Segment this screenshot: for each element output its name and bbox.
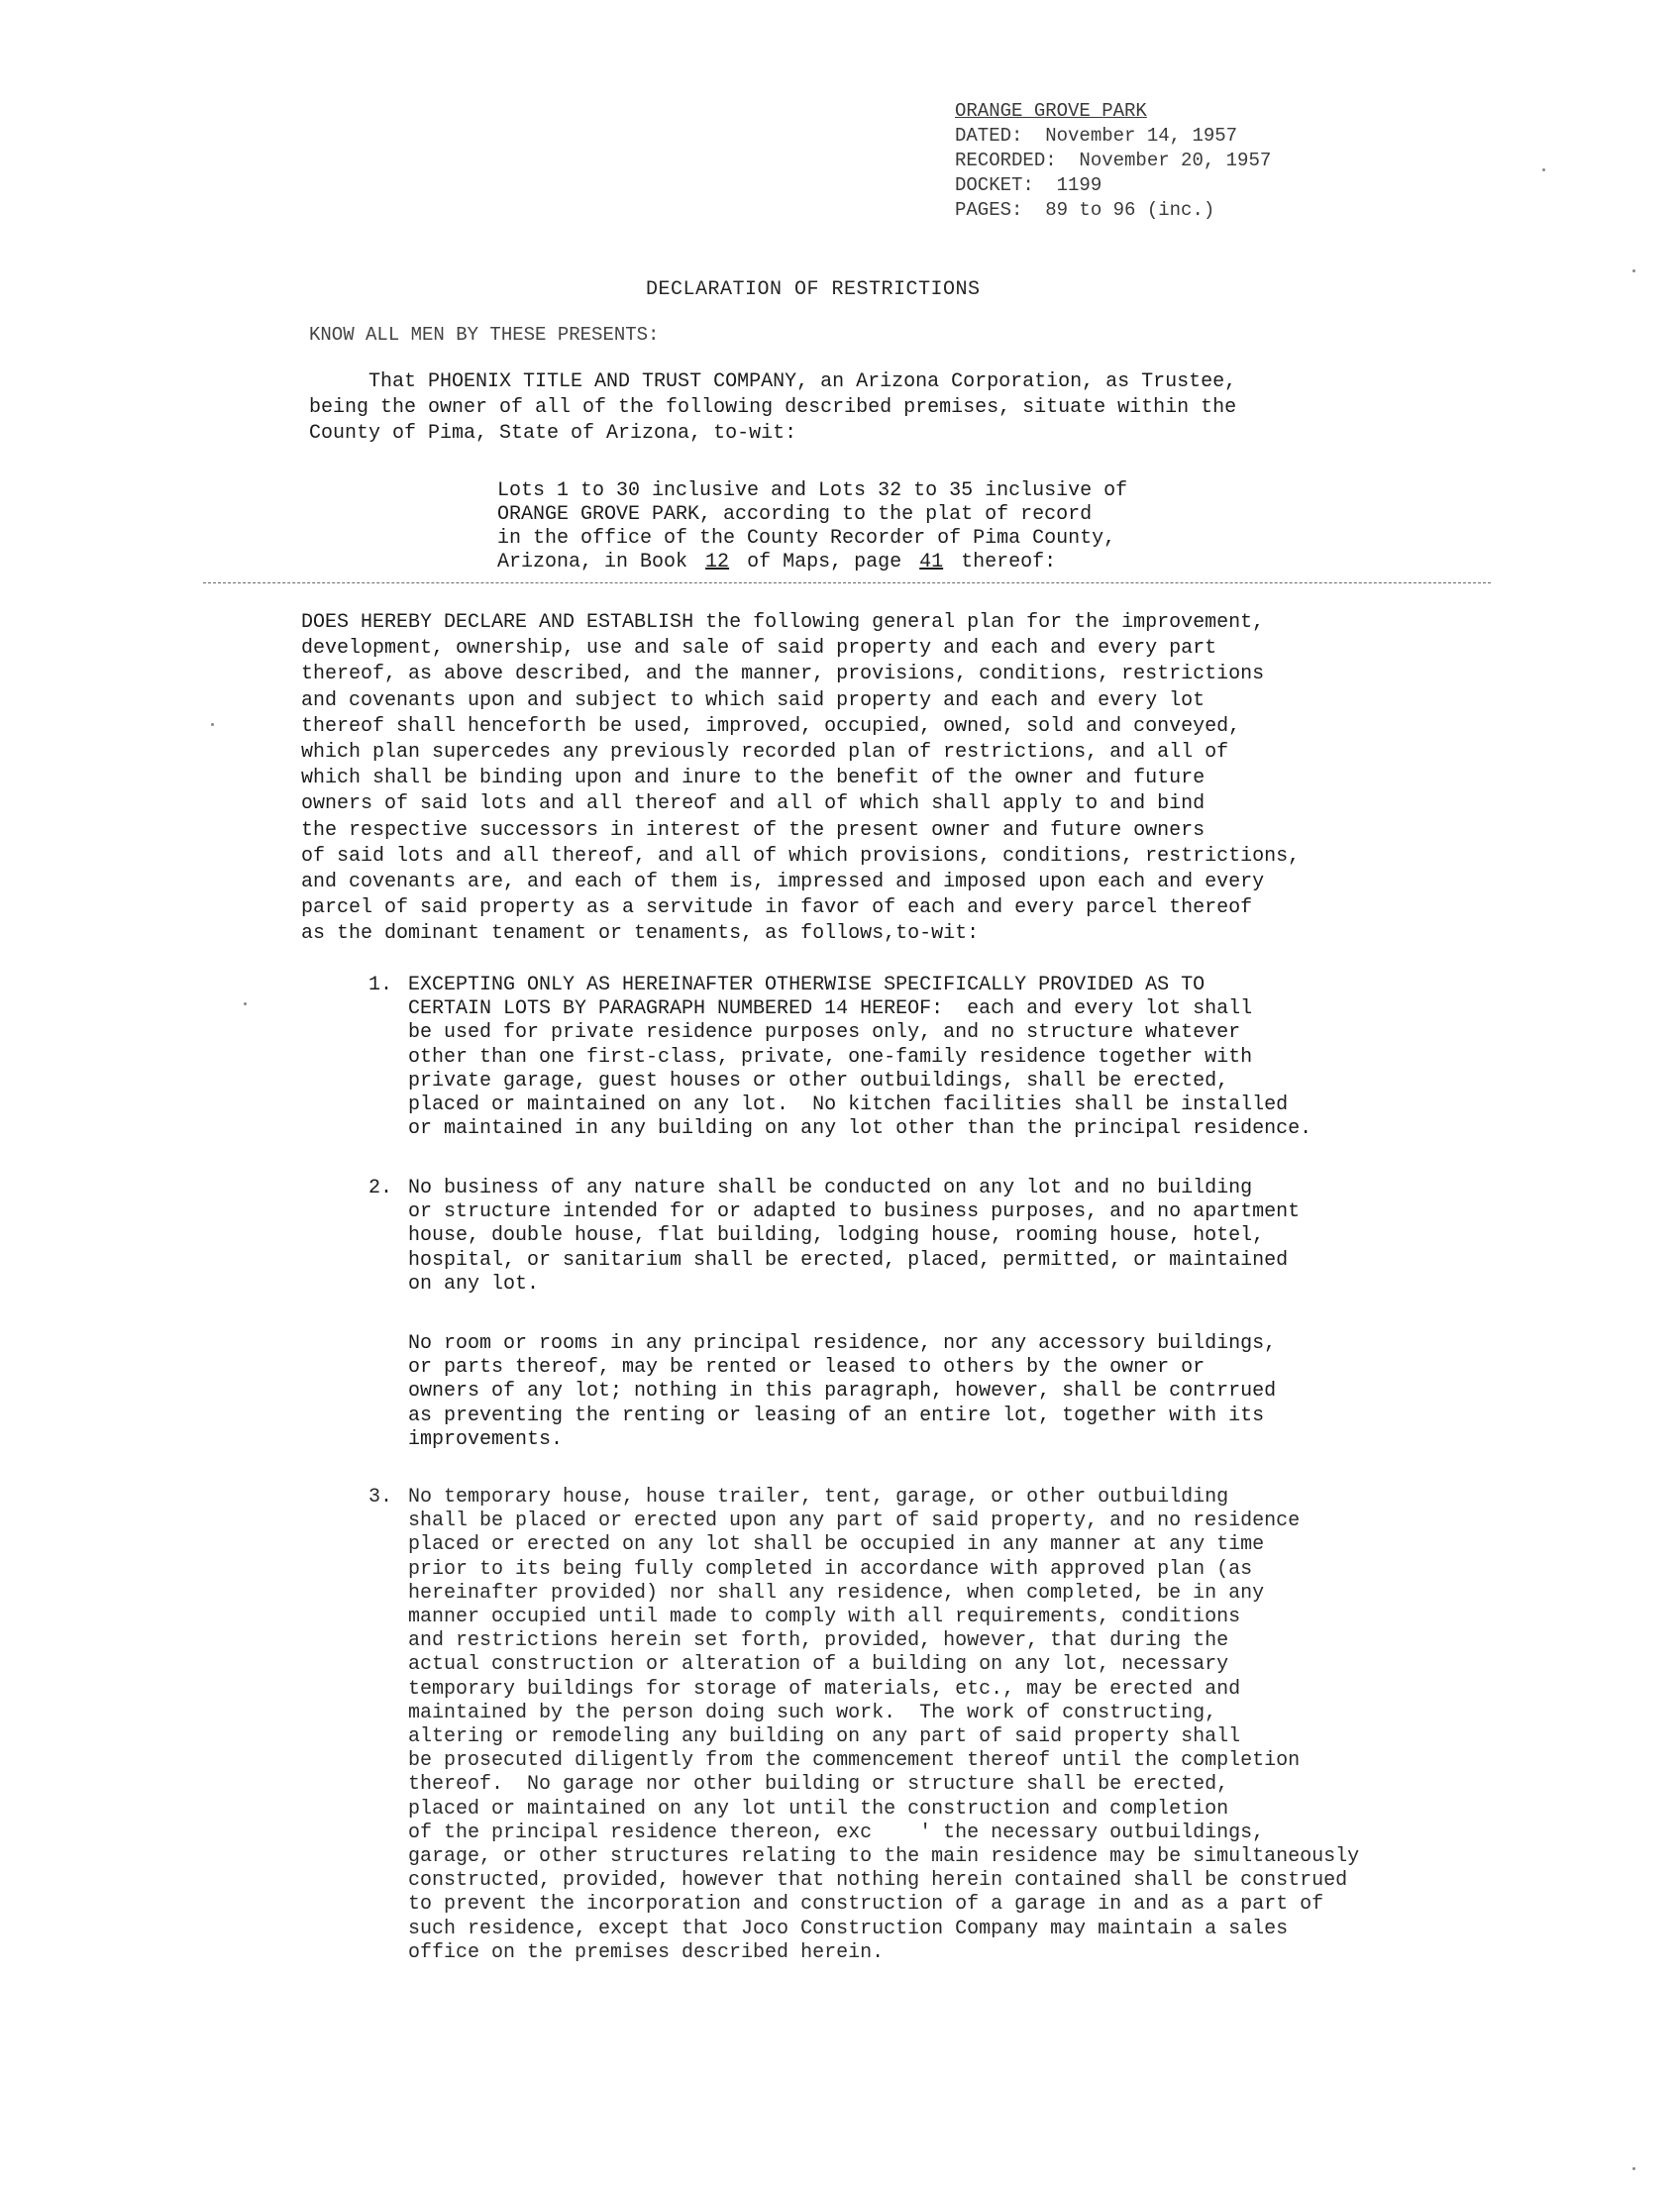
paragraph-line: or maintained in any building on any lot other than the principal residence. (408, 1117, 1312, 1141)
scan-speck (1542, 168, 1545, 171)
paragraph-line: owners of any lot; nothing in this paragraph, however, shall be contrrued (408, 1380, 1277, 1404)
paragraph-line: of the principal residence thereon, exc ' the necessary outbuildings, (408, 1821, 1265, 1844)
paragraph-line: on any lot. (408, 1272, 540, 1296)
header-recorded: RECORDED: November 20, 1957 (955, 150, 1272, 171)
paragraph-line: or structure intended for or adapted to business purposes, and no apartment (408, 1200, 1301, 1224)
paragraph-2-continuation (408, 1332, 1498, 1452)
declare-line: owners of said lots and all thereof and all of which shall apply to and bind (301, 792, 1206, 816)
paragraph-line: such residence, except that Joco Construction Company may maintain a sales (408, 1917, 1289, 1940)
know-all-men-line: KNOW ALL MEN BY THESE PRESENTS: (309, 324, 660, 346)
paragraph-line: be prosecuted diligently from the commencement thereof until the completion (408, 1749, 1301, 1773)
paragraph-line: garage, or other structures relating to the main residence may be simultaneously (408, 1845, 1360, 1869)
document-title: DECLARATION OF RESTRICTIONS (646, 278, 981, 301)
paragraph-line: prior to its being fully completed in accordance with approved plan (as (408, 1557, 1253, 1581)
paragraph-2 (368, 1177, 1498, 1297)
intro-line: County of Pima, State of Arizona, to-wit: (309, 422, 797, 445)
declare-line: thereof, as above described, and the manner, provisions, conditions, restrictions (301, 663, 1265, 686)
legal-text: of Maps, page (747, 551, 902, 573)
declare-line: parcel of said property as a servitude in favor of each and every parcel thereof (301, 896, 1253, 920)
legal-line: Lots 1 to 30 inclusive and Lots 32 to 35 inclusive of (497, 479, 1128, 502)
legal-line-book-page (497, 551, 1250, 574)
paragraph-line: other than one first-class, private, one-family residence together with (408, 1045, 1253, 1069)
paragraph-line: EXCEPTING ONLY AS HEREINAFTER OTHERWISE SPECIFICALLY PROVIDED AS TO (408, 974, 1206, 996)
scan-speck (1632, 269, 1635, 272)
legal-line: in the office of the County Recorder of Pima County, (497, 527, 1116, 550)
declare-line: and covenants upon and subject to which said property and each and every lot (301, 688, 1206, 712)
paragraph-line: maintained by the person doing such work. The work of constructing, (408, 1701, 1217, 1724)
book-number: 12 (705, 551, 730, 573)
separator-line (203, 582, 1491, 583)
paragraph-line: placed or maintained on any lot until the construction and completion (408, 1797, 1229, 1821)
legal-line: ORANGE GROVE PARK, according to the plat of record (497, 503, 1093, 526)
scan-speck (1632, 2167, 1635, 2170)
paragraph-line: placed or maintained on any lot. No kitchen facilities shall be installed (408, 1094, 1289, 1117)
paragraph-1 (368, 974, 1498, 1141)
declare-line: and covenants are, and each of them is, impressed and imposed upon each and every (301, 871, 1265, 894)
paragraph-line: shall be placed or erected upon any part of said property, and no residence (408, 1510, 1301, 1533)
paragraph-line: improvements. (408, 1427, 564, 1451)
paragraph-line: and restrictions herein set forth, provided, however, that during the (408, 1629, 1229, 1653)
paragraph-line: temporary buildings for storage of materials, etc., may be erected and (408, 1677, 1241, 1701)
paragraph-line: office on the premises described herein. (408, 1940, 885, 1964)
paragraph-line: No temporary house, house trailer, tent, garage, or other outbuilding (408, 1486, 1229, 1509)
header-docket: DOCKET: 1199 (955, 174, 1102, 196)
intro-line: being the owner of all of the following described premises, situate within the (309, 396, 1237, 419)
paragraph-line: to prevent the incorporation and construction of a garage in and as a part of (408, 1893, 1324, 1917)
declaration-paragraph (301, 610, 1411, 948)
paragraph-line: or parts thereof, may be rented or leased to others by the owner or (408, 1356, 1206, 1380)
declare-line: which plan supercedes any previously recorded plan of restrictions, and all of (301, 741, 1229, 765)
header-pages: PAGES: 89 to 96 (inc.) (955, 199, 1215, 221)
paragraph-line: No room or rooms in any principal residence, nor any accessory buildings, (408, 1332, 1277, 1355)
paragraph-line: CERTAIN LOTS BY PARAGRAPH NUMBERED 14 HEREOF: each and every lot shall (408, 997, 1253, 1021)
paragraph-line: hereinafter provided) nor shall any residence, when completed, be in any (408, 1581, 1265, 1605)
paragraph-line: as preventing the renting or leasing of an entire lot, together with its (408, 1404, 1265, 1427)
declare-line: the respective successors in interest of the present owner and future owners (301, 818, 1206, 842)
paragraph-line: house, double house, flat building, lodging house, rooming house, hotel, (408, 1224, 1265, 1248)
intro-paragraph (309, 369, 1359, 447)
paragraph-line: hospital, or sanitarium shall be erected, placed, permitted, or maintained (408, 1248, 1289, 1272)
legal-text: Arizona, in Book (497, 551, 688, 573)
declare-line: DOES HEREBY DECLARE AND ESTABLISH the following general plan for the improvement, (301, 611, 1265, 634)
declare-line: thereof shall henceforth be used, improved, occupied, owned, sold and conveyed, (301, 714, 1241, 738)
paragraph-line: be used for private residence purposes only, and no structure whatever (408, 1021, 1241, 1045)
legal-text: thereof: (961, 551, 1057, 573)
declare-line: which shall be binding upon and inure to the benefit of the owner and future (301, 767, 1206, 790)
paragraph-number: 2. (368, 1177, 393, 1199)
paragraph-line: thereof. No garage nor other building or structure shall be erected, (408, 1773, 1229, 1797)
scan-speck (244, 1002, 247, 1005)
scan-speck (211, 723, 214, 726)
paragraph-line: altering or remodeling any building on any part of said property shall (408, 1725, 1241, 1749)
declare-line: development, ownership, use and sale of said property and each and every part (301, 637, 1217, 661)
paragraph-line: manner occupied until made to comply with all requirements, conditions (408, 1606, 1241, 1629)
intro-line: That PHOENIX TITLE AND TRUST COMPANY, an Arizona Corporation, as Trustee, (309, 370, 1237, 393)
paragraph-number: 1. (368, 974, 393, 996)
paragraph-line: constructed, provided, however that nothing herein contained shall be construed (408, 1869, 1348, 1893)
recording-header (955, 99, 1470, 223)
legal-description (497, 479, 1250, 574)
paragraph-3 (368, 1486, 1498, 1965)
header-dated: DATED: November 14, 1957 (955, 125, 1238, 147)
declare-line: as the dominant tenament or tenaments, as follows,to-wit: (301, 922, 980, 946)
paragraph-line: actual construction or alteration of a building on any lot, necessary (408, 1653, 1229, 1677)
declare-line: of said lots and all thereof, and all of which provisions, conditions, restrictions, (301, 844, 1301, 868)
paragraph-line: No business of any nature shall be conducted on any lot and no building (408, 1177, 1253, 1199)
paragraph-line: placed or erected on any lot shall be occupied in any manner at any time (408, 1533, 1265, 1557)
paragraph-line: private garage, guest houses or other outbuildings, shall be erected, (408, 1069, 1229, 1093)
page-number: 41 (919, 551, 944, 573)
header-title: ORANGE GROVE PARK (955, 100, 1147, 122)
paragraph-number: 3. (368, 1486, 393, 1509)
